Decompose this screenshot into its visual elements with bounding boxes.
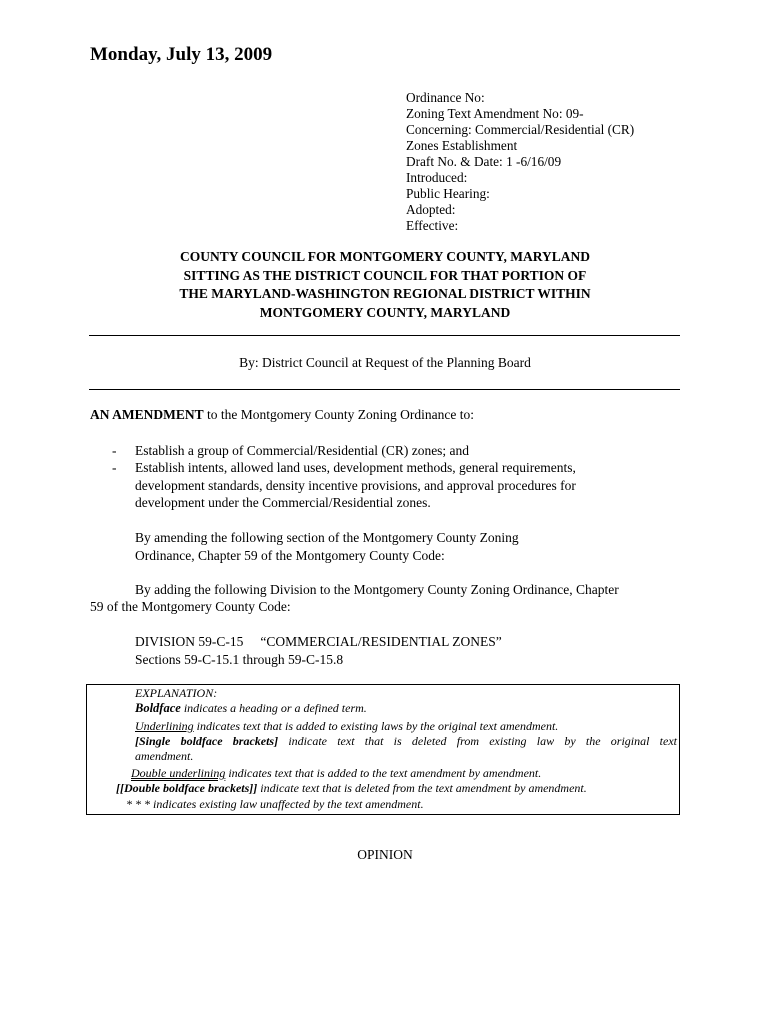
adopted: Adopted:: [406, 202, 456, 217]
council-heading: [90, 248, 680, 322]
amending-paragraph: [135, 529, 519, 564]
draft-no-date: Draft No. & Date: 1 -6/16/09: [406, 154, 562, 169]
bullet-text-line-1: Establish intents, allowed land uses, development methods, general requirements,: [135, 460, 576, 475]
explanation-double-brackets: [116, 781, 587, 796]
underlining-desc: indicates text that is added to existing laws by the original text amendment.: [193, 719, 559, 733]
single-brackets-desc: indicate text that is deleted from existing law by the original text: [278, 734, 677, 748]
double-brackets-term: [[Double boldface brackets]]: [116, 781, 258, 795]
explanation-underlining: [135, 719, 558, 734]
amendment-lead: [90, 406, 474, 424]
effective: Effective:: [406, 218, 459, 233]
explanation-box: [86, 684, 680, 815]
bullet-dash: -: [112, 443, 117, 458]
zta-no: Zoning Text Amendment No: 09-: [406, 106, 584, 121]
division-name: DIVISION 59-C-15: [135, 634, 244, 649]
adding-line-1: By adding the following Division to the Montgomery County Zoning Ordinance, Chapter: [135, 582, 619, 597]
amendment-lead-rest: to the Montgomery County Zoning Ordinance to:: [203, 407, 474, 422]
council-heading-line-1: COUNTY COUNCIL FOR MONTGOMERY COUNTY, MARYLAND: [179, 249, 591, 264]
opinion-heading: OPINION: [357, 847, 413, 862]
ordinance-metadata: [406, 90, 634, 234]
underlining-term: Underlining: [135, 719, 194, 733]
division-title: “COMMERCIAL/RESIDENTIAL ZONES”: [260, 634, 502, 649]
council-heading-line-4: MONTGOMERY COUNTY, MARYLAND: [259, 304, 511, 320]
single-brackets-term: [Single boldface brackets]: [135, 734, 279, 748]
explanation-boldface: [135, 701, 367, 716]
double-underlining-desc: indicates text that is added to the text amendment by amendment.: [225, 766, 542, 780]
division-block: [135, 633, 502, 668]
single-brackets-continuation: amendment.: [135, 749, 194, 763]
explanation-heading: EXPLANATION:: [135, 686, 218, 700]
division-sections: Sections 59-C-15.1 through 59-C-15.8: [135, 651, 344, 667]
ordinance-no: Ordinance No:: [406, 90, 485, 105]
adding-line-2: 59 of the Montgomery County Code:: [90, 599, 291, 614]
bottom-divider: [89, 389, 680, 390]
document-date: Monday, July 13, 2009: [90, 44, 273, 65]
explanation-double-underlining: [131, 766, 541, 781]
bullet-text-line-2: development standards, density incentive provisions, and approval procedures for: [135, 477, 576, 493]
bullet-text: Establish a group of Commercial/Residential (CR) zones; and: [135, 443, 470, 458]
council-heading-line-2: SITTING AS THE DISTRICT COUNCIL FOR THAT PORTION OF: [183, 267, 587, 283]
boldface-term: Boldface: [135, 701, 181, 715]
by-line: By: District Council at Request of the Planning Board: [239, 355, 531, 370]
public-hearing: Public Hearing:: [406, 186, 490, 201]
amending-line-1: By amending the following section of the Montgomery County Zoning: [135, 530, 519, 545]
amendment-lead-bold: AN AMENDMENT: [90, 407, 204, 422]
double-brackets-desc: indicate text that is deleted from the text amendment by amendment.: [257, 781, 587, 795]
bullet-dash: -: [112, 460, 117, 475]
concerning-line-1: Concerning: Commercial/Residential (CR): [406, 122, 635, 137]
top-divider: [89, 335, 680, 336]
council-heading-line-3: THE MARYLAND-WASHINGTON REGIONAL DISTRICT WITHIN: [179, 286, 591, 301]
bullet-text-line-3: development under the Commercial/Residential zones.: [135, 495, 431, 510]
explanation-single-brackets: [135, 734, 677, 749]
concerning-line-2: Zones Establishment: [406, 138, 518, 153]
explanation-asterisks: * * * indicates existing law unaffected by the text amendment.: [126, 797, 424, 811]
amending-line-2: Ordinance, Chapter 59 of the Montgomery County Code:: [135, 547, 445, 563]
boldface-desc: indicates a heading or a defined term.: [180, 701, 367, 715]
introduced: Introduced:: [406, 170, 468, 185]
double-underlining-term: Double underlining: [131, 766, 226, 780]
